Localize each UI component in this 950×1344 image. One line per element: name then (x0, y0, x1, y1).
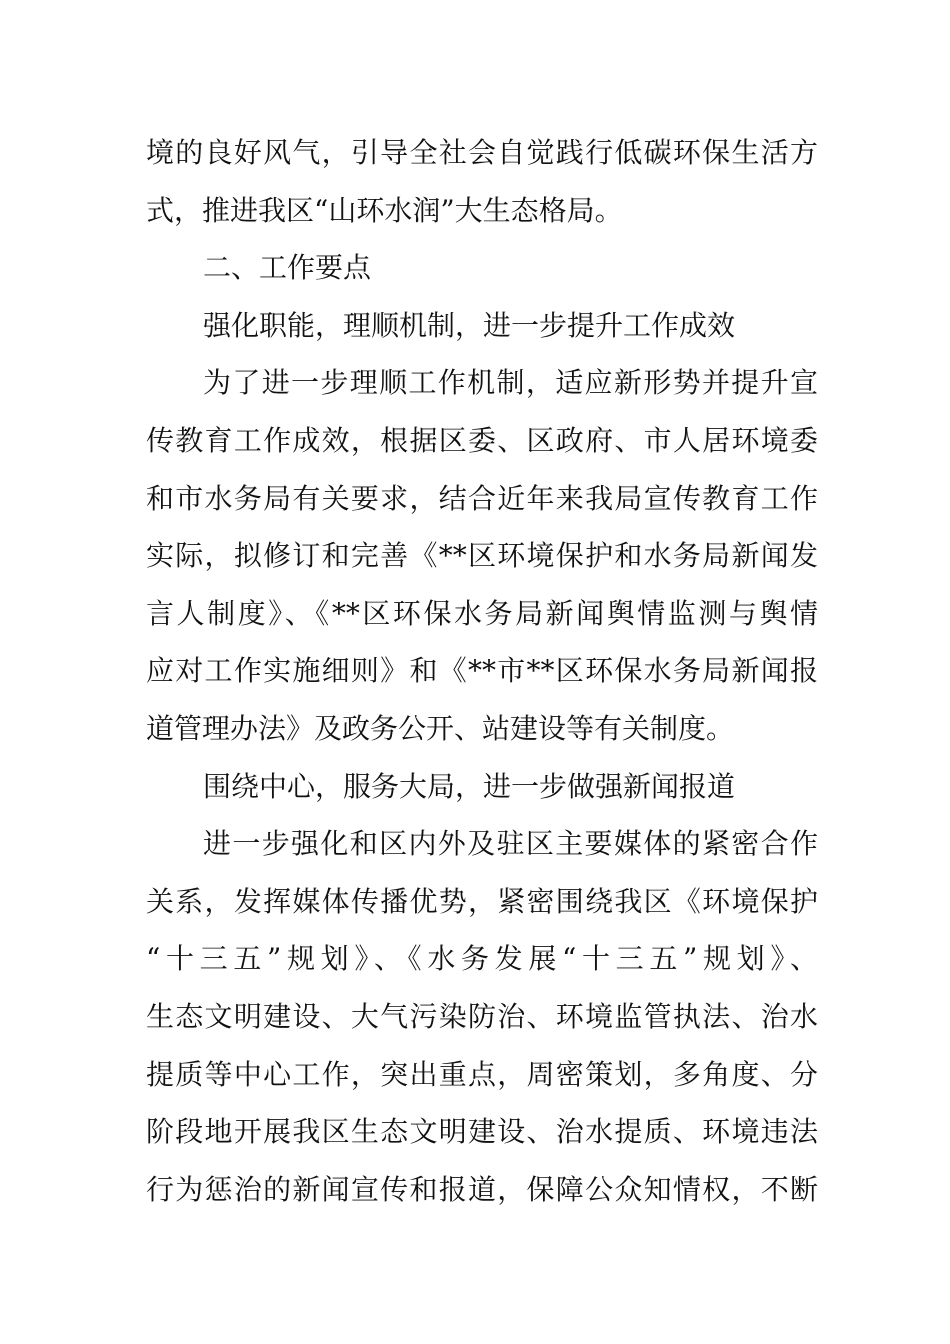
text-line: 言人制度》、《**区环保水务局新闻舆情监测与舆情 (146, 596, 818, 630)
document-body (146, 124, 818, 1218)
text-line: 阶段地开展我区生态文明建设、治水提质、环境违法 (146, 1115, 818, 1149)
text-line: 境的良好风气，引导全社会自觉践行低碳环保生活方 (146, 136, 818, 169)
text-line: 实际，拟修订和完善《**区环境保护和水务局新闻发 (146, 539, 818, 573)
text-line: 式，推进我区“山环水润”大生态格局。 (146, 193, 623, 227)
text-line: 和市水务局有关要求，结合近年来我局宣传教育工作 (146, 481, 818, 515)
subsection-heading: 围绕中心，服务大局，进一步做强新闻报道 (203, 769, 736, 803)
paragraph-first-line: 为了进一步理顺工作机制，适应新形势并提升宣 (203, 366, 818, 400)
text-line: 生态文明建设、大气污染防治、环境监管执法、治水 (146, 999, 818, 1033)
paragraph-first-line: 进一步强化和区内外及驻区主要媒体的紧密合作 (203, 827, 818, 861)
subsection-heading: 强化职能，理顺机制，进一步提升工作成效 (203, 308, 736, 342)
text-line: 关系，发挥媒体传播优势，紧密围绕我区《环境保护 (146, 884, 818, 918)
text-line: 提质等中心工作，突出重点，周密策划，多角度、分 (146, 1057, 818, 1091)
text-line: 道管理办法》及政务公开、站建设等有关制度。 (146, 711, 735, 745)
section-heading: 二、工作要点 (203, 251, 372, 285)
text-line: 行为惩治的新闻宣传和报道，保障公众知情权，不断 (146, 1172, 818, 1206)
text-line: 传教育工作成效，根据区委、区政府、市人居环境委 (146, 423, 818, 457)
text-line: “十三五”规划》、《水务发展“十三五”规划》、 (146, 942, 818, 976)
text-line: 应对工作实施细则》和《**市**区环保水务局新闻报 (146, 654, 818, 688)
